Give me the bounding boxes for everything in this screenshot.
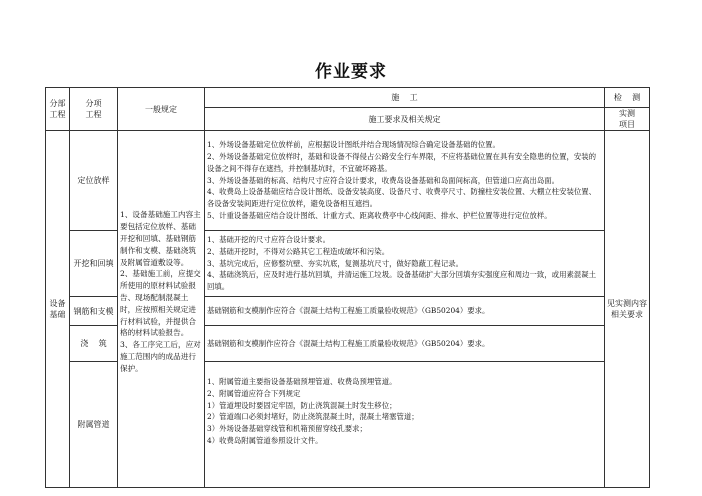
division-cell: 设备基础 [46,131,70,488]
header-subitem [70,88,118,131]
req-excavation [205,231,605,297]
row-name-excavation: 开挖和回填 [70,231,118,297]
req-line: 3）外场设备基础穿线管和机箱预留穿线孔要求； [207,424,367,434]
header-construction-text: 施 工 [391,93,418,102]
req-line: 1、附属管道主要指设备基础预埋管道、收费岛预埋管道。 [207,377,397,386]
req-line: 5、计重设备基础应结合设计图纸、计重方式、距离收费亭中心线间距、排水、护栏位置等进行定位放样。 [207,210,552,220]
req-line: 2）管道端口必须封堵好，防止浇筑混凝土时，混凝土堵塞管道； [207,412,419,422]
row-name-pouring-text: 浇 筑 [80,339,107,348]
req-line: 3、基坑完成后，应修整坑壁、夯实坑底，复测基坑尺寸，做好隐蔽工程记录。 [207,258,463,268]
req-pipes [205,362,605,488]
row-name-pipes: 附属管道 [70,362,118,488]
req-line: 1、外场设备基础定位放样前，应根据设计图纸并结合现场情况综合确定设备基础的位置。 [207,140,500,150]
req-pouring [205,326,605,362]
req-line: 1）管道埋设时要固定牢固，防止浇筑混凝土时发生移位； [207,400,397,410]
header-inspection [605,88,650,108]
req-line: 2、基础开挖时，不得对公路其它工程造成破坏和污染。 [207,246,390,256]
general-rules [118,131,205,488]
header-test-items-text: 实测 项目 [619,109,635,129]
row-name-pouring [70,326,118,362]
header-construction-req: 施工要求及相关规定 [205,108,605,131]
header-construction [205,88,605,108]
requirements-table [45,87,650,488]
page-title: 作业要求 [315,62,387,82]
req-line: 2、外场设备基础定位放样时，基础和设备不得侵占公路安全行车界限，不应将基础位置在具有安全隐患的位置，安装的设备之间不得存在遮挡，并控制基坑时，不宜破坏路基。 [207,152,597,173]
row-name-rebar: 钢筋和支模 [70,297,118,326]
req-line: 4）收费岛附属管道参照设计文件。 [207,435,323,445]
req-positioning [205,131,605,231]
req-line: 3、外场设备基础的标高、结构尺寸应符合设计要求，收费岛设备基础和岛面间标高，但管道口应高出岛面。 [207,175,560,185]
general-rules-text: 1、设备基础施工内容主要包括定位放样、基础开挖和回填、基础钢筋制作和支模、基础浇筑及附属管道敷设等。 2、基础施工前，应提交所使用的原材料试验报告、现场配制混凝土时，应按照相关规定进行材料试验，并提供合格的材料试验报告。 3、各工序完工后，应对施工范围内的成品进行保护。 [120,210,201,373]
req-line: 4、基础浇筑后，应及时进行基坑回填，并清运施工垃圾。设备基础扩大部分回填夯实强度应和周边一致，或用素混凝土回填。 [207,270,597,292]
row-name-positioning: 定位放样 [70,131,118,231]
header-general: 一般规定 [118,88,205,131]
req-rebar [205,297,605,326]
req-line: 1、基础开挖的尺寸应符合设计要求。 [207,235,330,244]
req-line: 基础钢筋和支模制作应符合《混凝土结构工程施工质量验收规范》（GB50204）要求。 [207,306,490,316]
header-test-items [605,108,650,131]
req-line: 4、收费岛上设备基础应结合设计图纸、设备安装高度、设备尺寸、收费亭尺寸、防撞柱安装位置、大棚立柱安装位置、各设备安装间距进行定位放样，避免设备相互遮挡。 [207,187,597,209]
header-division-text: 分部 工程 [49,99,66,119]
test-note: 见实测内容相关要求 [605,131,650,488]
req-line: 基础钢筋和支模制作应符合《混凝土结构工程施工质量验收规范》（GB50204）要求。 [207,338,490,348]
header-inspection-text: 检 测 [613,93,641,102]
req-line: 2、附属管道应符合下列规定 [207,388,301,398]
header-subitem-text: 分项 工程 [85,99,102,119]
header-division [46,88,70,131]
